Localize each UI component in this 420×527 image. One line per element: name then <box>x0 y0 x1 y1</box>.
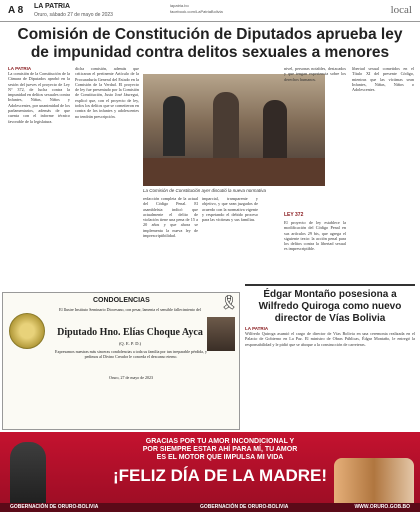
section-label: local <box>390 4 412 16</box>
banner-footer <box>0 503 420 512</box>
side-story-text: Wilfredo Quiroga asumió el cargo de director de Vías Bolivia en una ceremonia realizada en el Palacio de Gobierno en La Paz. El ministro de Obras Públicas, Édgar Montaño, le entregó la responsabilidad y le pidió que se aboque a la construcción de carreteras. <box>245 331 415 347</box>
article-text: dicha comisión, además que criticaran el pertinente Artículo de la Procuraduría General del Estado en la Comisión de la Verdad. El proyecto de ley fue presentado por la Comisión de Constitución, Justo José Jáuregui, explicó que, con el proyecto de ley, todos los delitos que se cometieron en contra de los infantes y adolescentes no tendrán prescripción. <box>75 66 139 119</box>
banner-line-1: GRACIAS POR TU AMOR INCONDICIONAL Y <box>145 438 295 445</box>
page-number: A 8 <box>8 5 24 16</box>
article-kicker: LA PATRIA <box>8 66 32 71</box>
banner-line-2: POR SIEMPRE ESTAR AHÍ PARA MÍ, TU AMOR <box>142 446 298 453</box>
condolence-message: Expresamos nuestras más sinceras condolencias a toda su familia por tan irreparable pérdida, y pedimos al Divino Creador le conceda el descanso eterno. <box>55 349 207 359</box>
mother-child-photo <box>334 458 414 503</box>
condolence-heading: CONDOLENCIAS <box>93 297 150 304</box>
article-text: El proyecto de ley establece la modificación del Código Penal en sus artículos 29 bis, que agrega el siguiente texto: la acción penal para los delitos contra la libertad sexual es imprescriptible. <box>284 220 346 252</box>
article-column-3 <box>143 196 198 288</box>
masthead-logo: LA PATRIA <box>34 3 71 10</box>
condolence-location: Oruro, 27 de mayo de 2023 <box>109 375 153 380</box>
article-text: nivel, personas notables, destacados y que tengan experiencia sobre los derechos humanos. <box>284 66 346 82</box>
article-text: imparcial, transparente y objetivo, y que sean juzgados de acuerdo con la normativa vigente y respetando el debido proceso para las víctimas y sus familias. <box>202 196 258 223</box>
article-column-6 <box>352 66 414 276</box>
social-links <box>170 3 223 15</box>
article-column-1 <box>8 66 70 288</box>
condolence-box <box>2 292 240 430</box>
portrait-photo <box>207 317 235 351</box>
article-text: redacción completa de la actual del Código Penal. El asambleísta indicó que actualmente el delito de violación tiene una pena de 15 a 20 años y que ahora se implementa la nueva ley de imprescriptibilidad. <box>143 196 198 239</box>
footer-gov-left: GOBERNACIÓN DE ORURO-BOLIVIA <box>10 504 99 510</box>
page-header <box>0 0 420 22</box>
mothers-day-banner <box>0 432 420 512</box>
article-column-4 <box>202 196 258 288</box>
social-link[interactable]: lapatria.bo <box>170 3 189 8</box>
side-story-kicker: LA PATRIA <box>245 326 269 331</box>
photo-caption: La Comisión de Constitución ayer discutió la nueva normativa <box>143 188 267 193</box>
article-column-5 <box>284 66 346 210</box>
main-headline: Comisión de Constitución de Diputados aprueba ley de impunidad contra delitos sexuales a menores <box>17 26 403 61</box>
mourning-ribbon-icon: 🎗 <box>220 296 238 311</box>
condolence-name: Diputado Hno. Elías Choque Ayca <box>57 327 203 338</box>
side-story-title: Édgar Montaño posesiona a Wilfredo Quiroga como nuevo director de Vías Bolivia <box>258 289 402 324</box>
ley-text <box>284 220 346 288</box>
seal-icon <box>9 313 45 349</box>
social-link[interactable]: facebook.com/LaPatriaBolivia <box>170 9 223 14</box>
article-text: libertad sexual cometidos en el Título XI del presente Código, mientras que las víctimas sean Infantes, Niñas, Niños o Adolescentes. <box>352 66 414 93</box>
banner-line-3: ES EL MOTOR QUE IMPULSA MI VIDA <box>156 454 284 461</box>
article-column-2 <box>75 66 139 288</box>
condolence-intro: El Ilustre Instituto Seminario Diocesano, con pesar, lamenta el sensible fallecimiento del <box>59 307 201 312</box>
condolence-qep: (Q. E. P. D.) <box>118 341 142 346</box>
footer-gov-mid: GOBERNACIÓN DE ORURO-BOLIVIA <box>200 504 289 510</box>
article-text: La comisión de la Constitución de la Cámara de Diputados aprobó en la sesión del jueves el proyecto de Ley N° 372, de lucha contra la impunidad en delitos sexuales contra Infantes, Niñas, Niños y Adolescentes, por unanimidad de los parlamentarios, además de que cuenta con el informe técnico favorable de la legislatura. <box>8 71 70 124</box>
side-story-body <box>245 326 415 426</box>
side-story-box <box>245 284 415 324</box>
footer-website[interactable]: WWW.ORURO.GOB.BO <box>354 504 410 510</box>
governor-photo <box>10 442 46 512</box>
subhead-ley: LEY 372 <box>284 212 304 218</box>
issue-date: Oruro, sábado 27 de mayo de 2023 <box>34 12 113 18</box>
banner-headline: ¡FELIZ DÍA DE LA MADRE! <box>112 466 328 485</box>
